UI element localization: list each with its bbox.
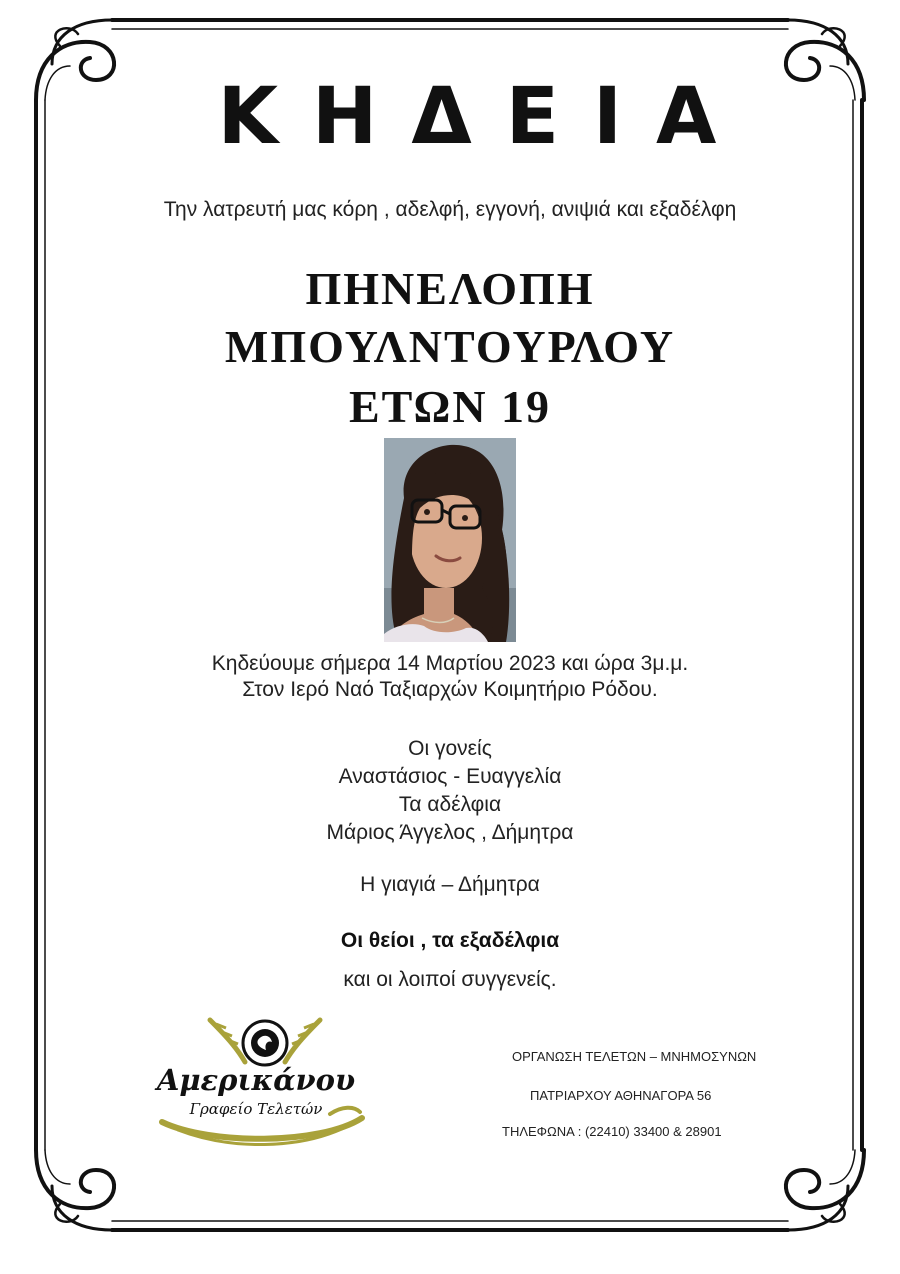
address-line: ΠΑΤΡΙΑΡΧΟΥ ΑΘΗΝΑΓΟΡΑ 56 <box>530 1088 712 1103</box>
deceased-age: ΕΤΩΝ 19 <box>348 381 552 432</box>
parents-label: Οι γονείς <box>408 737 492 760</box>
phone-line: ΤΗΛΕΦΩΝΑ : (22410) 33400 & 28901 <box>502 1124 722 1139</box>
relatives-line: και οι λοιποί συγγενείς. <box>343 968 557 991</box>
corner-ornament-bottom-left <box>36 1150 114 1230</box>
intro-text: Την λατρευτή μας κόρη , αδελφή, εγγονή, ανιψιά και εξαδέλφη <box>163 198 737 221</box>
parents-names: Αναστάσιος - Ευαγγελία <box>338 765 562 788</box>
siblings-label: Τα αδέλφια <box>398 793 502 816</box>
portrait-photo <box>384 438 516 642</box>
corner-ornament-bottom-right <box>786 1150 864 1230</box>
page-title: ΚΗΔΕΙΑ <box>217 72 751 162</box>
funeral-location: Στον Ιερό Ναό Ταξιαρχών Κοιμητήριο Ρόδου. <box>242 678 658 701</box>
grandmother-line: Η γιαγιά – Δήμητρα <box>360 873 540 896</box>
funeral-details <box>0 651 900 703</box>
uncles-cousins-line: Οι θείοι , τα εξαδέλφια <box>340 929 560 952</box>
deceased-first-name: ΠΗΝΕΛΟΠΗ <box>305 263 595 314</box>
logo-name: Αμερικάνου <box>156 1063 356 1097</box>
family-list <box>0 735 900 847</box>
logo-subtitle: Γραφείο Τελετών <box>189 1100 323 1118</box>
service-line: ΟΡΓΑΝΩΣΗ ΤΕΛΕΤΩΝ – ΜΝΗΜΟΣΥΝΩΝ <box>512 1049 757 1064</box>
deceased-last-name: ΜΠΟΥΛΝΤΟΥΡΛΟΥ <box>224 321 676 372</box>
siblings-names: Μάριος Άγγελος , Δήμητρα <box>326 821 574 844</box>
funeral-date-time: Κηδεύουμε σήμερα 14 Μαρτίου 2023 και ώρα 3μ.μ. <box>211 652 689 675</box>
